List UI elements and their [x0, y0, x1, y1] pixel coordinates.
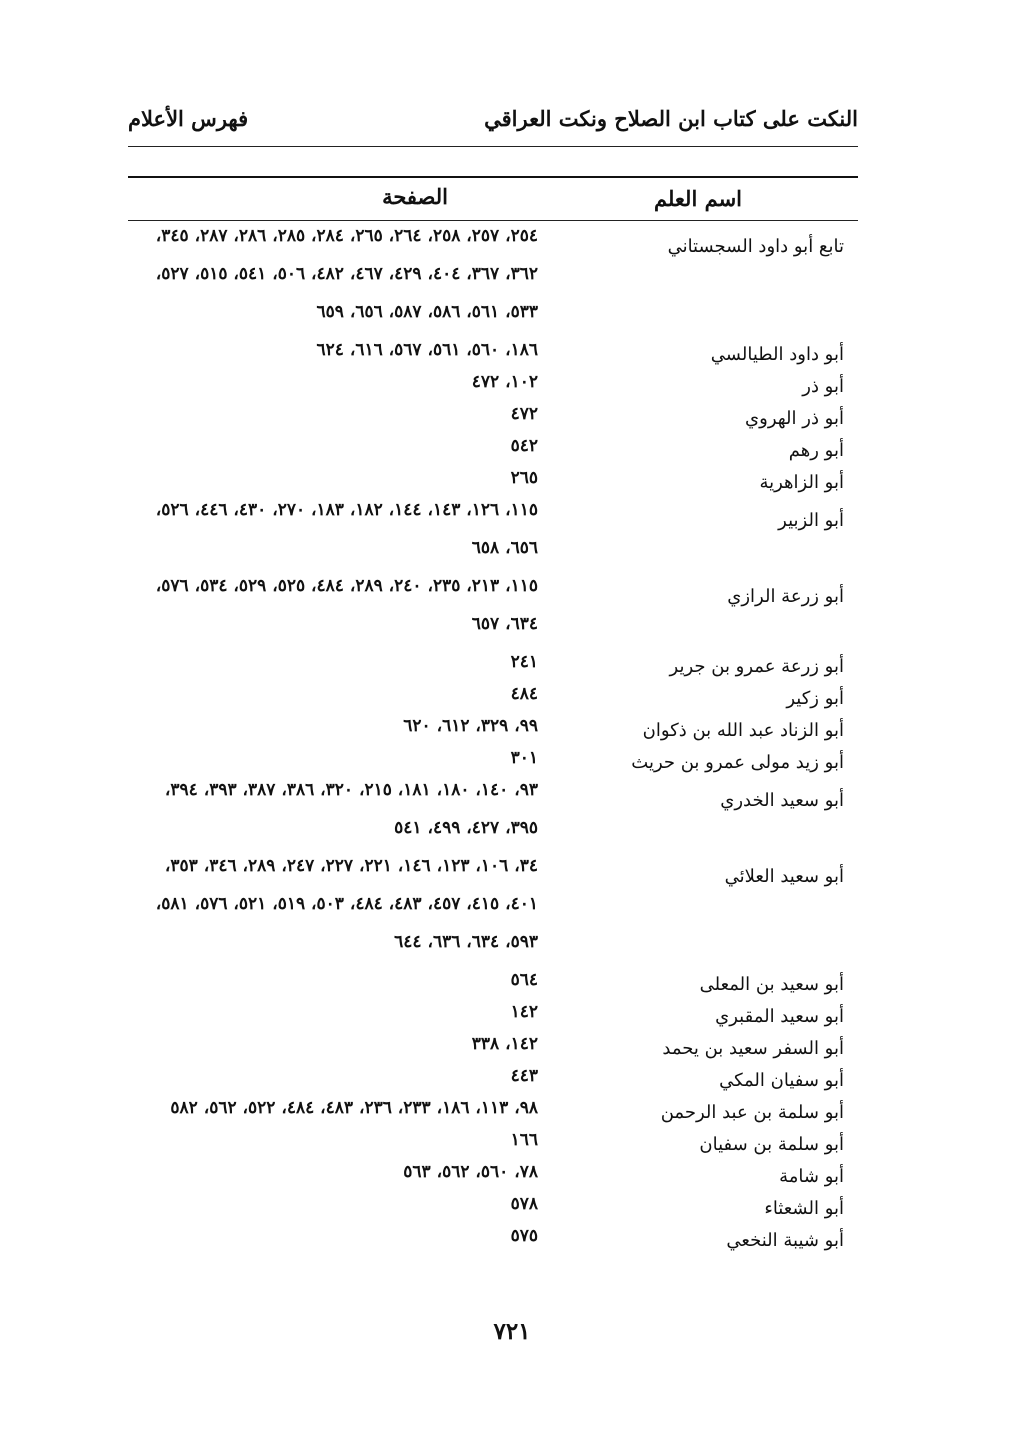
- index-entry: [128, 1032, 858, 1064]
- page-numbers-line: [128, 402, 858, 434]
- page-numbers: ٣٦٢، ٣٦٧، ٤٠٤، ٤٢٩، ٤٦٧، ٤٨٢، ٥٠٦، ٥٤١، ٥١٥، ٥٢٧،: [155, 264, 538, 284]
- entry-name: أبو السفر سعيد بن يحمد: [662, 1038, 844, 1059]
- page-numbers: ٥٣٣، ٥٦١، ٥٨٦، ٥٨٧، ٦٥٦، ٦٥٩: [316, 302, 538, 322]
- page-numbers-line: [128, 1224, 858, 1256]
- page-numbers-line: [128, 892, 858, 930]
- page-numbers-line: [128, 1128, 858, 1160]
- page-numbers-line: [128, 714, 858, 746]
- page-numbers: ٤٧٢: [510, 404, 538, 424]
- page-numbers: ١١٥، ١٢٦، ١٤٣، ١٤٤، ١٨٢، ١٨٣، ٢٧٠، ٤٣٠، ٤٤٦، ٥٢٦،: [155, 500, 538, 520]
- index-entry: [128, 650, 858, 682]
- entry-name: أبو سلمة بن عبد الرحمن: [660, 1102, 844, 1123]
- entry-name: أبو داود الطيالسي: [710, 344, 844, 365]
- entry-name: أبو الزناد عبد الله بن ذكوان: [642, 720, 844, 741]
- table-header: [128, 176, 858, 221]
- index-entries: [128, 224, 858, 1256]
- index-entry: [128, 778, 858, 854]
- book-title: النكت على كتاب ابن الصلاح ونكت العراقي: [484, 106, 858, 131]
- page-numbers-line: [128, 434, 858, 466]
- page-numbers: ٣٩٥، ٤٢٧، ٤٩٩، ٥٤١: [394, 818, 538, 838]
- page-numbers: ٢٦٥: [510, 468, 538, 488]
- page-numbers-line: [128, 498, 858, 536]
- page-numbers-line: [128, 816, 858, 854]
- page-numbers: ١٨٦، ٥٦٠، ٥٦١، ٥٦٧، ٦١٦، ٦٢٤: [316, 340, 538, 360]
- index-entry: [128, 574, 858, 650]
- entry-name: أبو سعيد الخدري: [720, 790, 844, 811]
- entry-name: أبو زرعة الرازي: [727, 586, 844, 607]
- page-numbers: ٢٥٤، ٢٥٧، ٢٥٨، ٢٦٤، ٢٦٥، ٢٨٤، ٢٨٥، ٢٨٦، ٢٨٧، ٣٤٥،: [155, 226, 538, 246]
- running-head: [128, 100, 858, 147]
- page-numbers: ١٠٢، ٤٧٢: [471, 372, 538, 392]
- page-numbers: ٩٨، ١١٣، ١٨٦، ٢٣٣، ٢٣٦، ٤٨٣، ٤٨٤، ٥٢٢، ٥٦٢، ٥٨٢: [170, 1098, 538, 1118]
- page-number: ٧٢١: [493, 1318, 531, 1345]
- entry-name: أبو سعيد العلائي: [724, 866, 844, 887]
- entry-name: أبو زيد مولى عمرو بن حريث: [631, 752, 844, 773]
- page-numbers-line: [128, 1064, 858, 1096]
- entry-name: أبو ذر: [802, 376, 844, 397]
- entry-name: أبو سفيان المكي: [719, 1070, 844, 1091]
- index-entry: [128, 338, 858, 370]
- page-numbers: ٥٤٢: [510, 436, 538, 456]
- page-numbers-line: [128, 1160, 858, 1192]
- page-numbers-line: [128, 1192, 858, 1224]
- page-numbers: ٤٤٣: [510, 1066, 538, 1086]
- entry-name: أبو شامة: [779, 1166, 844, 1187]
- column-header-name: اسم العلم: [653, 186, 742, 211]
- index-entry: [128, 1000, 858, 1032]
- index-entry: [128, 714, 858, 746]
- page-numbers-line: [128, 612, 858, 650]
- page-numbers-line: [128, 338, 858, 370]
- page-numbers-line: [128, 746, 858, 778]
- page-numbers-line: [128, 574, 858, 612]
- page-numbers-line: [128, 682, 858, 714]
- entry-name: أبو الزبير: [778, 510, 844, 531]
- index-entry: [128, 968, 858, 1000]
- index-entry: [128, 1096, 858, 1128]
- page-numbers-line: [128, 466, 858, 498]
- entry-name: أبو الشعثاء: [764, 1198, 844, 1219]
- page-numbers-line: [128, 854, 858, 892]
- entry-name: أبو زكير: [786, 688, 844, 709]
- page-numbers: ٩٩، ٣٢٩، ٦١٢، ٦٢٠: [403, 716, 538, 736]
- index-entry: [128, 1128, 858, 1160]
- page-numbers-line: [128, 536, 858, 574]
- page-numbers: ١٤٢، ٣٣٨: [471, 1034, 538, 1054]
- page-numbers: ٧٨، ٥٦٠، ٥٦٢، ٥٦٣: [403, 1162, 538, 1182]
- page-numbers: ٥٧٨: [510, 1194, 538, 1214]
- page-numbers: ١١٥، ٢١٣، ٢٣٥، ٢٤٠، ٢٨٩، ٤٨٤، ٥٢٥، ٥٢٩، ٥٣٤، ٥٧٦،: [155, 576, 538, 596]
- entry-name: تابع أبو داود السجستاني: [667, 236, 844, 257]
- page-numbers-line: [128, 1032, 858, 1064]
- entry-name: أبو زرعة عمرو بن جرير: [669, 656, 844, 677]
- entry-name: أبو الزاهرية: [759, 472, 844, 493]
- entry-name: أبو سلمة بن سفيان: [699, 1134, 844, 1155]
- entry-name: أبو سعيد بن المعلى: [699, 974, 844, 995]
- page-numbers-line: [128, 262, 858, 300]
- page-numbers: ٩٣، ١٤٠، ١٨٠، ١٨١، ٢١٥، ٣٢٠، ٣٨٦، ٣٨٧، ٣٩٣، ٣٩٤،: [164, 780, 538, 800]
- section-title: فهرس الأعلام: [128, 106, 249, 131]
- page-numbers-line: [128, 778, 858, 816]
- index-entry: [128, 1224, 858, 1256]
- page-numbers-line: [128, 1096, 858, 1128]
- entry-name: أبو سعيد المقبري: [715, 1006, 844, 1027]
- index-entry: [128, 1192, 858, 1224]
- page-numbers: ١٤٢: [510, 1002, 538, 1022]
- entry-name: أبو شيبة النخعي: [726, 1230, 844, 1251]
- entry-name: أبو ذر الهروي: [745, 408, 844, 429]
- page-numbers: ٦٣٤، ٦٥٧: [471, 614, 538, 634]
- page-numbers-line: [128, 930, 858, 968]
- page-numbers: ٤٨٤: [510, 684, 538, 704]
- page-numbers: ١٦٦: [510, 1130, 538, 1150]
- column-header-pages: الصفحة: [382, 184, 448, 209]
- page-numbers: ٦٥٦، ٦٥٨: [471, 538, 538, 558]
- index-entry: [128, 854, 858, 968]
- page-numbers: ٤٠١، ٤١٥، ٤٥٧، ٤٨٣، ٤٨٤، ٥٠٣، ٥١٩، ٥٢١، ٥٧٦، ٥٨١،: [155, 894, 538, 914]
- page-numbers: ٥٩٣، ٦٣٤، ٦٣٦، ٦٤٤: [394, 932, 538, 952]
- page-numbers: ٣٤، ١٠٦، ١٢٣، ١٤٦، ٢٢١، ٢٢٧، ٢٤٧، ٢٨٩، ٣٤٦، ٣٥٣،: [164, 856, 538, 876]
- page-numbers-line: [128, 1000, 858, 1032]
- page-numbers-line: [128, 300, 858, 338]
- index-entry: [128, 498, 858, 574]
- page-numbers-line: [128, 650, 858, 682]
- page-numbers: ٥٦٤: [510, 970, 538, 990]
- page-numbers: ٢٤١: [510, 652, 538, 672]
- index-entry: [128, 1160, 858, 1192]
- index-entry: [128, 746, 858, 778]
- page-numbers-line: [128, 224, 858, 262]
- index-entry: [128, 402, 858, 434]
- page-numbers-line: [128, 968, 858, 1000]
- page-numbers: ٣٠١: [510, 748, 538, 768]
- entry-name: أبو رهم: [788, 440, 844, 461]
- index-entry: [128, 224, 858, 338]
- index-entry: [128, 466, 858, 498]
- index-entry: [128, 1064, 858, 1096]
- page-numbers-line: [128, 370, 858, 402]
- page-numbers: ٥٧٥: [510, 1226, 538, 1246]
- index-entry: [128, 682, 858, 714]
- index-entry: [128, 434, 858, 466]
- index-entry: [128, 370, 858, 402]
